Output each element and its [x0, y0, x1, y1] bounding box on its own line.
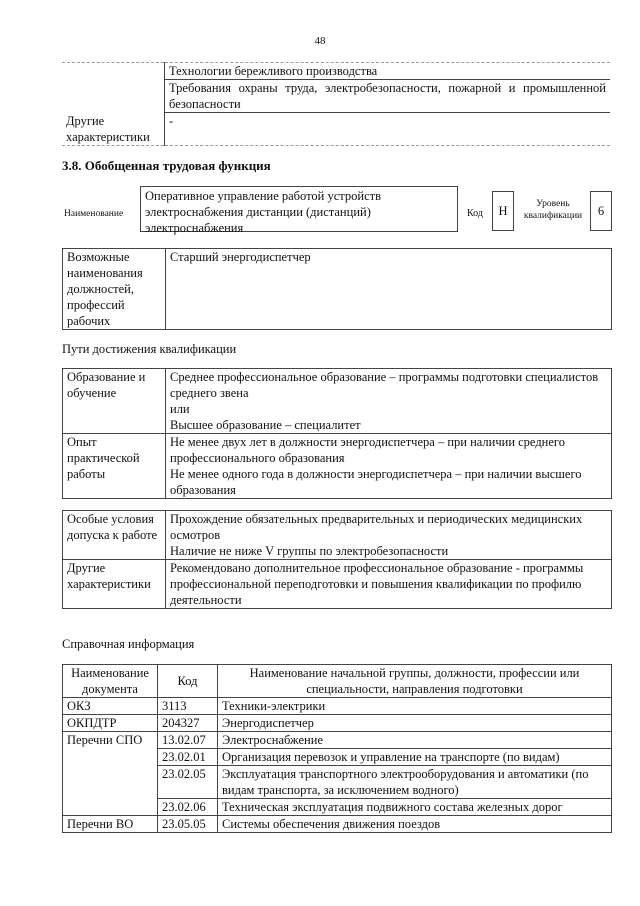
section-title: 3.8. Обобщенная трудовая функция: [62, 158, 271, 173]
other-characteristics-label: Другие характеристики: [62, 113, 165, 146]
table-row: [63, 560, 612, 609]
ref-doc: Перечни СПО: [63, 732, 158, 749]
skills-continuation-table: [62, 62, 610, 146]
ref-doc: [63, 749, 158, 766]
other-characteristics-value: -: [165, 113, 611, 146]
experience-label: Опыт практической работы: [63, 434, 166, 499]
ref-doc: [63, 766, 158, 799]
other-value: Рекомендовано дополнительное профессиональное образование - программы профессиональной переподготовки и повышения квалификации по профилю деятельности: [166, 560, 612, 609]
education-line: Высшее образование – специалитет: [170, 418, 361, 432]
header-code: Код: [158, 665, 218, 698]
qualification-paths-table: [62, 368, 612, 499]
table-row: [62, 80, 610, 113]
ref-name: Энергодиспетчер: [218, 715, 612, 732]
ref-code: 13.02.07: [158, 732, 218, 749]
header-doc: Наименование документа: [63, 665, 158, 698]
table-row: [63, 511, 612, 560]
positions-value: Старший энергодиспетчер: [166, 249, 612, 330]
positions-label: Возможные наименования должностей, профессий рабочих: [63, 249, 166, 330]
special-conditions-line: Прохождение обязательных предварительных и периодических медицинских осмотров: [170, 512, 583, 542]
education-label: Образование и обучение: [63, 369, 166, 434]
ref-code: 23.05.05: [158, 816, 218, 833]
ref-doc: ОКЗ: [63, 698, 158, 715]
table-row: [63, 249, 612, 330]
table-row: [62, 113, 610, 146]
ref-name: Электроснабжение: [218, 732, 612, 749]
function-code: Н: [492, 191, 514, 231]
table-row: [63, 799, 612, 816]
ref-doc: Перечни ВО: [63, 816, 158, 833]
reference-table: [62, 664, 612, 833]
page-number: 48: [314, 35, 326, 47]
experience-line: Не менее двух лет в должности энергодиспетчера – при наличии среднего профессионального образования: [170, 435, 565, 465]
skill-item: Технологии бережливого производства: [165, 63, 611, 80]
experience-value: [166, 434, 612, 499]
table-row: [63, 732, 612, 749]
ref-doc: [63, 799, 158, 816]
special-conditions-value: [166, 511, 612, 560]
paths-heading: Пути достижения квалификации: [62, 342, 237, 356]
experience-line: Не менее одного года в должности энергодиспетчера – при наличии высшего образования: [170, 467, 582, 497]
ref-name: Системы обеспечения движения поездов: [218, 816, 612, 833]
table-row: [63, 369, 612, 434]
education-line: Среднее профессиональное образование – программы подготовки специалистов среднего звена: [170, 370, 599, 400]
qualification-level: 6: [590, 191, 612, 231]
ref-code: 204327: [158, 715, 218, 732]
reference-heading: Справочная информация: [62, 637, 195, 651]
special-conditions-label: Особые условия допуска к работе: [63, 511, 166, 560]
qualification-level-label: Уровень квалификации: [523, 199, 583, 221]
education-value: [166, 369, 612, 434]
education-line: или: [170, 402, 190, 416]
table-row: [62, 63, 610, 80]
ref-doc: ОКПДТР: [63, 715, 158, 732]
ref-name: Организация перевозок и управление на транспорте (по видам): [218, 749, 612, 766]
table-row: [63, 434, 612, 499]
ref-name: Эксплуатация транспортного электрооборудования и автоматики (по видам транспорта, за исключением водного): [218, 766, 612, 799]
table-header-row: [63, 665, 612, 698]
ref-name: Техники-электрики: [218, 698, 612, 715]
other-label: Другие характеристики: [63, 560, 166, 609]
skill-item: Требования охраны труда, электробезопасности, пожарной и промышленной безопасности: [165, 80, 611, 113]
table-row: [63, 766, 612, 799]
function-name-label: Наименование: [64, 209, 124, 219]
ref-code: 23.02.05: [158, 766, 218, 799]
table-row: [63, 715, 612, 732]
header-name: Наименование начальной группы, должности, профессии или специальности, направления подготовки: [218, 665, 612, 698]
table-row: [63, 816, 612, 833]
function-name: Оперативное управление работой устройств электроснабжения дистанции (дистанций) электроснабжения: [140, 186, 458, 232]
table-row: [63, 698, 612, 715]
ref-code: 23.02.06: [158, 799, 218, 816]
ref-code: 3113: [158, 698, 218, 715]
positions-table: [62, 248, 612, 330]
access-conditions-table: [62, 510, 612, 609]
special-conditions-line: Наличие не ниже V группы по электробезопасности: [170, 544, 449, 558]
ref-code: 23.02.01: [158, 749, 218, 766]
ref-name: Техническая эксплуатация подвижного состава железных дорог: [218, 799, 612, 816]
table-row: [63, 749, 612, 766]
function-code-label: Код: [467, 208, 483, 219]
